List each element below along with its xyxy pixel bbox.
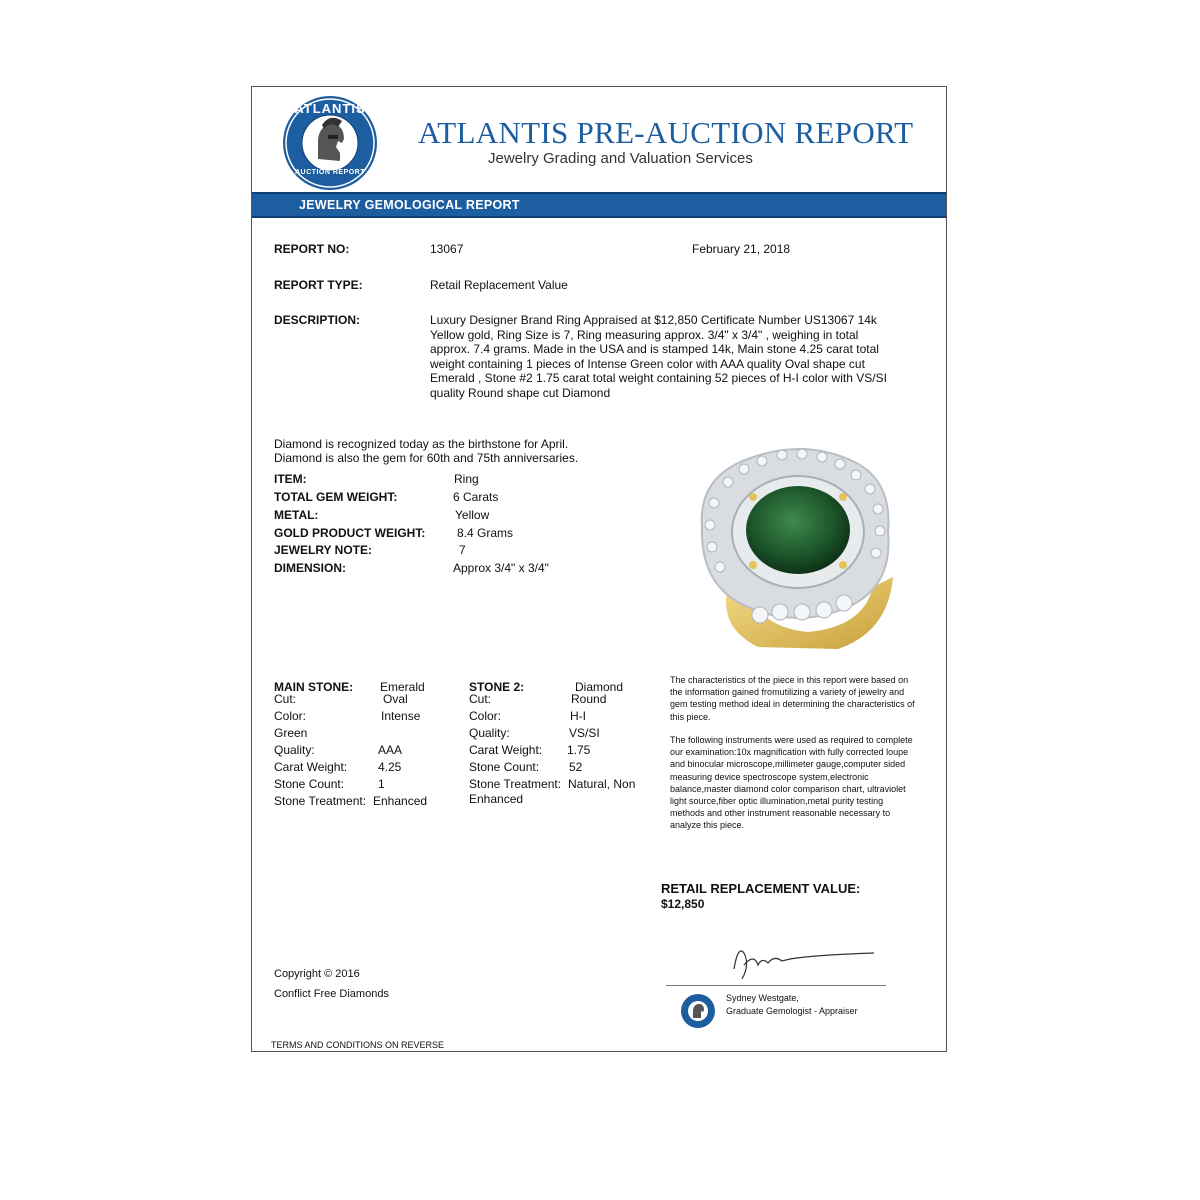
terms-text: TERMS AND CONDITIONS ON REVERSE [271, 1040, 445, 1050]
copyright-text: Copyright © 2016 [274, 968, 360, 980]
conflict-free-text: Conflict Free Diamonds [274, 988, 389, 1000]
signature [724, 935, 884, 985]
dimension-label: DIMENSION: [274, 561, 346, 575]
main-carat-label: Carat Weight: [274, 760, 348, 774]
report-no-label: REPORT NO: [274, 242, 350, 256]
ring-image [688, 437, 912, 652]
retail-value-label: RETAIL REPLACEMENT VALUE: [661, 881, 861, 896]
stone2-quality-label: Quality: [469, 726, 510, 740]
gold-weight-label: GOLD PRODUCT WEIGHT: [274, 526, 426, 540]
birthstone-line-2: Diamond is also the gem for 60th and 75th anniversaries. [274, 451, 579, 465]
main-count-value: 1 [378, 777, 385, 791]
main-count-label: Stone Count: [274, 777, 345, 791]
stone2-color-value: H-I [570, 709, 586, 723]
report-type-value: Retail Replacement Value [430, 278, 568, 292]
signature-line [666, 985, 886, 986]
stone2-cut-label: Cut: [469, 692, 492, 706]
main-stone-name: Emerald [380, 680, 425, 694]
stone2-carat-value: 1.75 [567, 743, 591, 757]
description-label: DESCRIPTION: [274, 313, 361, 327]
stone2-color-label: Color: [469, 709, 502, 723]
report-type-label: REPORT TYPE: [274, 278, 363, 292]
gold-weight-value: 8.4 Grams [457, 526, 514, 540]
report-document [251, 86, 947, 1052]
metal-value: Yellow [455, 508, 490, 522]
stone2-treatment-value: Natural, Non [568, 777, 636, 791]
small-logo-icon [680, 993, 716, 1029]
metal-label: METAL: [274, 508, 319, 522]
jewelry-note-label: JEWELRY NOTE: [274, 543, 373, 557]
stone2-count-value: 52 [569, 760, 583, 774]
description-value: Luxury Designer Brand Ring Appraised at $12,850 Certificate Number US13067 14k Yellow gold, Ring Size is 7, Ring measuring approx. 3/4" x 3/4" , weighing in total approx. 7.4 grams. Made in the USA and is stamped 14k, Main stone 4.25 carat total weight containing 1 pieces of Intense Green color with AAA quality Oval shape cut Emerald , Stone #2 1.75 carat total weight containing 52 pieces of H-I color with VS/SI quality Round shape cut Diamond [430, 313, 887, 400]
section-bar [252, 192, 946, 218]
main-color-label: Color: [274, 709, 307, 723]
signature-icon [724, 935, 884, 985]
stone2-count-label: Stone Count: [469, 760, 540, 774]
section-bar-label: JEWELRY GEMOLOGICAL REPORT [299, 198, 520, 212]
logo-top-text: ATLANTIS [294, 101, 366, 116]
main-treatment-value: Enhanced [373, 794, 428, 808]
dimension-value: Approx 3/4" x 3/4" [453, 561, 549, 575]
report-title: ATLANTIS PRE-AUCTION REPORT [418, 115, 914, 150]
stone2-treatment-value-2: Enhanced [469, 792, 524, 806]
item-value: Ring [454, 472, 479, 486]
notes-paragraph-2: The following instruments were used as required to complete our examination:10x magnification with fully corrected loupe and binocular microscope,millimeter gauge,computer sided measuring device spectroscope system,electronic balance,master diamond color comparison chart, ultraviolet light source,fiber optic illumination,metal purity testing methods and other instrument reasonable necessary to analyze this piece. [670, 735, 913, 831]
main-quality-value: AAA [378, 743, 403, 757]
stone2-quality-value: VS/SI [569, 726, 600, 740]
birthstone-line-1: Diamond is recognized today as the birthstone for April. [274, 437, 569, 451]
appraiser-name: Sydney Westgate, [726, 993, 799, 1003]
atlantis-logo [282, 95, 378, 191]
small-logo [680, 993, 716, 1029]
stone2-carat-label: Carat Weight: [469, 743, 543, 757]
retail-value: $12,850 [661, 897, 705, 911]
gem-weight-label: TOTAL GEM WEIGHT: [274, 490, 398, 504]
report-no-value: 13067 [430, 242, 464, 256]
stone2-cut-value: Round [571, 692, 607, 706]
stone2-treatment-label: Stone Treatment: [469, 777, 562, 791]
main-color-value: Intense [381, 709, 421, 723]
logo-bottom-text: AUCTION REPORT [295, 169, 365, 176]
main-stone-label: MAIN STONE: [274, 680, 354, 694]
jewelry-note-value: 7 [459, 543, 466, 557]
stone2-name: Diamond [575, 680, 624, 694]
notes-paragraph-1: The characteristics of the piece in this report were based on the information gained fromutilizing a variety of jewelry and gem testing method ideal in determining the characteristics of this piece. [670, 675, 915, 722]
stone2-label: STONE 2: [469, 680, 525, 694]
main-cut-label: Cut: [274, 692, 297, 706]
report-date: February 21, 2018 [692, 242, 791, 256]
gem-weight-value: 6 Carats [453, 490, 499, 504]
report-subtitle: Jewelry Grading and Valuation Services [488, 150, 753, 167]
main-quality-label: Quality: [274, 743, 315, 757]
main-treatment-label: Stone Treatment: [274, 794, 367, 808]
emerald-ring-icon [688, 437, 912, 652]
main-color-value-2: Green [274, 726, 308, 740]
main-carat-value: 4.25 [378, 760, 402, 774]
item-label: ITEM: [274, 472, 307, 486]
main-cut-value: Oval [383, 692, 408, 706]
appraiser-title: Graduate Gemologist - Appraiser [726, 1006, 858, 1016]
